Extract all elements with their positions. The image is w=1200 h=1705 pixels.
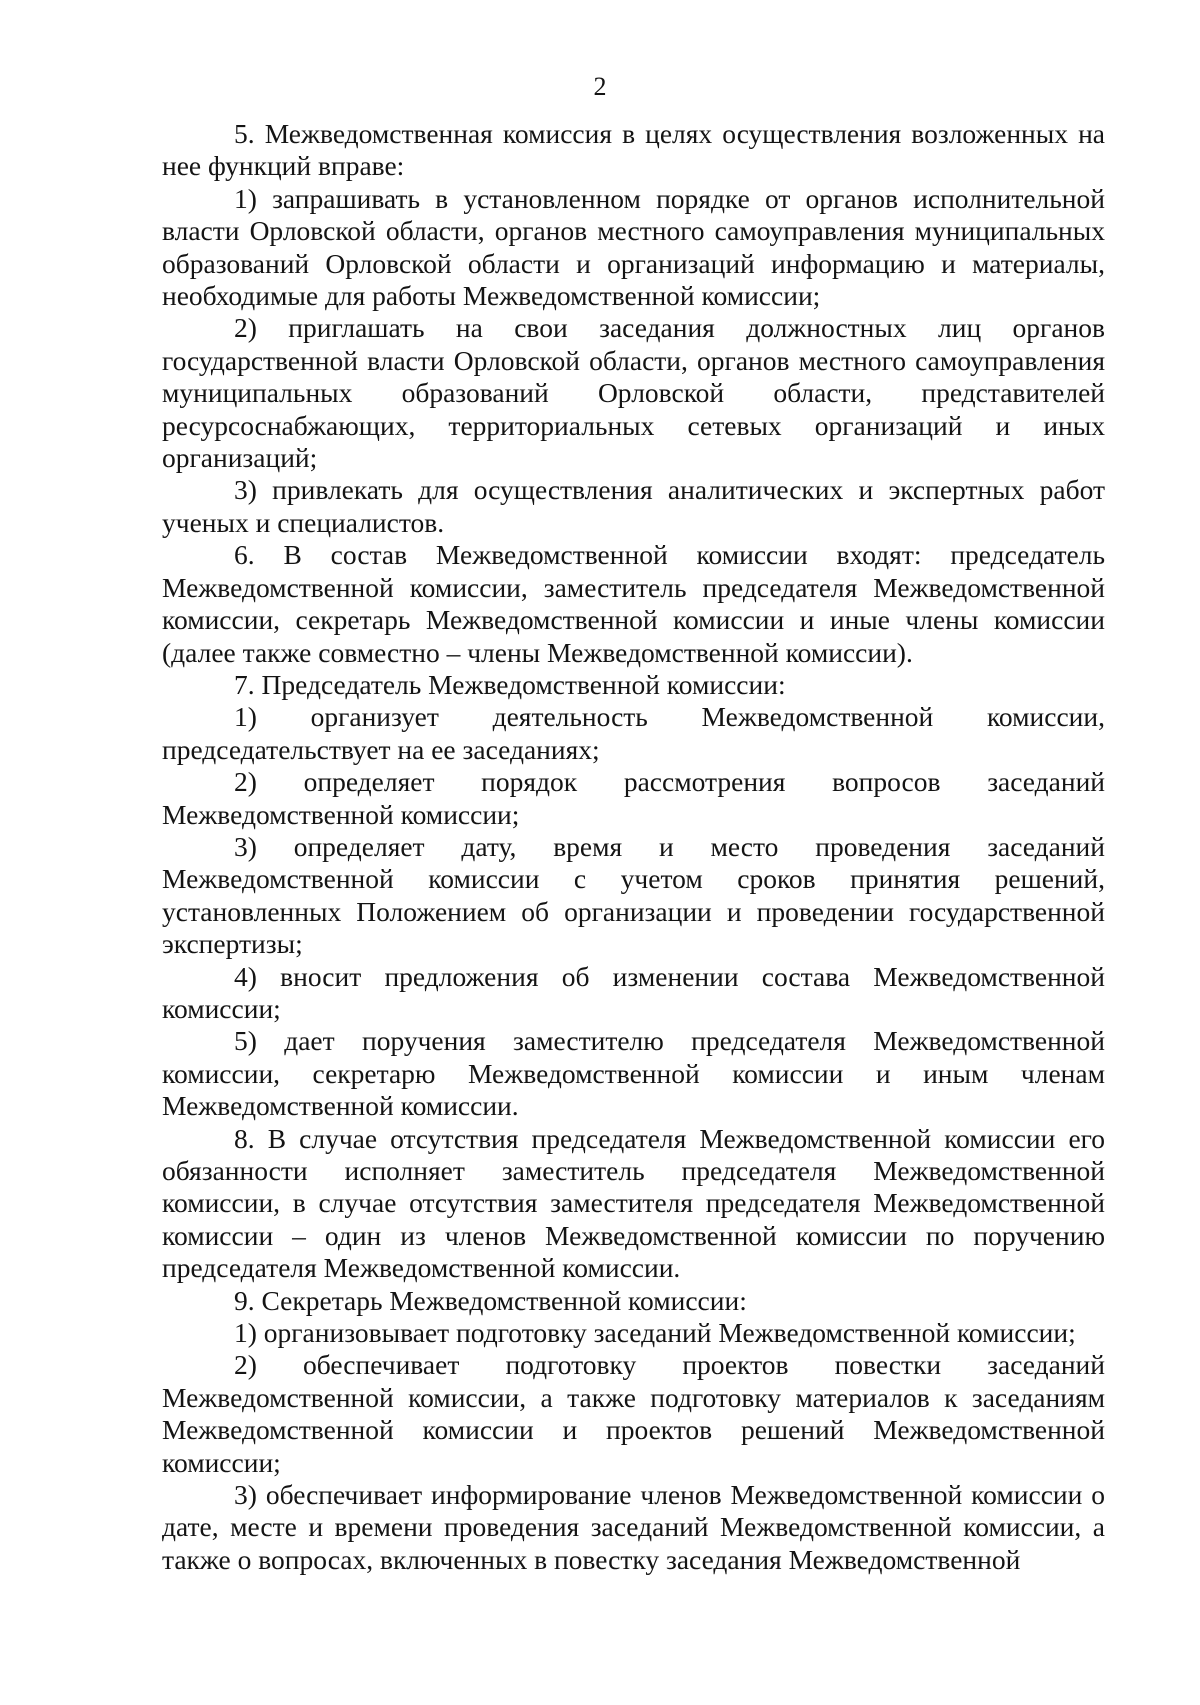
paragraph-9-item-1: 1) организовывает подготовку заседаний Межведомственной комиссии; xyxy=(234,1317,1076,1349)
paragraph-8: 8. В случае отсутствия председателя Межведомственной комиссии его обязанности исполняет заместитель председателя Межведомственной комиссии, в случае отсутствия заместителя председателя Межведомственной комиссии – один из членов Межведомственной комиссии по поручению председателя Межведомственной комиссии. xyxy=(162,1122,1105,1284)
paragraph-9-item-2: 2) обеспечивает подготовку проектов повестки заседаний Межведомственной комиссии, а также подготовку материалов к заседаниям Межведомственной комиссии и проектов решений Межведомственной комиссии; xyxy=(162,1349,1105,1478)
paragraph-5: 5. Межведомственная комиссия в целях осуществления возложенных на нее функций вправе: xyxy=(162,118,1105,182)
paragraph-9-item-3: 3) обеспечивает информирование членов Межведомственной комиссии о дате, месте и времени проведения заседаний Межведомственной комиссии, а также о вопросах, включенных в повестку заседания Межведомственной xyxy=(162,1479,1105,1575)
document-body xyxy=(162,118,1105,1576)
paragraph-5-item-3: 3) привлекать для осуществления аналитических и экспертных работ ученых и специалистов. xyxy=(162,474,1105,538)
paragraph-7-item-1: 1) организует деятельность Межведомственной комиссии, председательствует на ее заседаниях; xyxy=(162,701,1105,765)
paragraph-5-item-1: 1) запрашивать в установленном порядке от органов исполнительной власти Орловской области, органов местного самоуправления муниципальных образований Орловской области и организаций информацию и материалы, необходимые для работы Межведомственной комиссии; xyxy=(162,182,1105,312)
paragraph-7-item-5: 5) дает поручения заместителю председателя Межведомственной комиссии, секретарю Межведомственной комиссии и иным членам Межведомственной комиссии. xyxy=(162,1025,1105,1122)
paragraph-7-item-4: 4) вносит предложения об изменении состава Межведомственной комиссии; xyxy=(162,960,1105,1024)
paragraph-6: 6. В состав Межведомственной комиссии входят: председатель Межведомственной комиссии, заместитель председателя Межведомственной комиссии, секретарь Межведомственной комиссии и иные члены комиссии (далее также совместно – члены Межведомственной комиссии). xyxy=(162,539,1105,668)
paragraph-7-item-2: 2) определяет порядок рассмотрения вопросов заседаний Межведомственной комиссии; xyxy=(162,766,1105,830)
paragraph-5-item-2: 2) приглашать на свои заседания должностных лиц органов государственной власти Орловской области, органов местного самоуправления муниципальных образований Орловской области, представителей ресурсоснабжающих, территориальных сетевых организаций и иных организаций; xyxy=(162,312,1105,474)
paragraph-7: 7. Председатель Межведомственной комиссии: xyxy=(234,668,786,700)
paragraph-7-item-3: 3) определяет дату, время и место проведения заседаний Межведомственной комиссии с учетом сроков принятия решений, установленных Положением об организации и проведении государственной экспертизы; xyxy=(162,830,1105,960)
page-number: 2 xyxy=(593,72,607,101)
paragraph-9: 9. Секретарь Межведомственной комиссии: xyxy=(234,1284,747,1316)
